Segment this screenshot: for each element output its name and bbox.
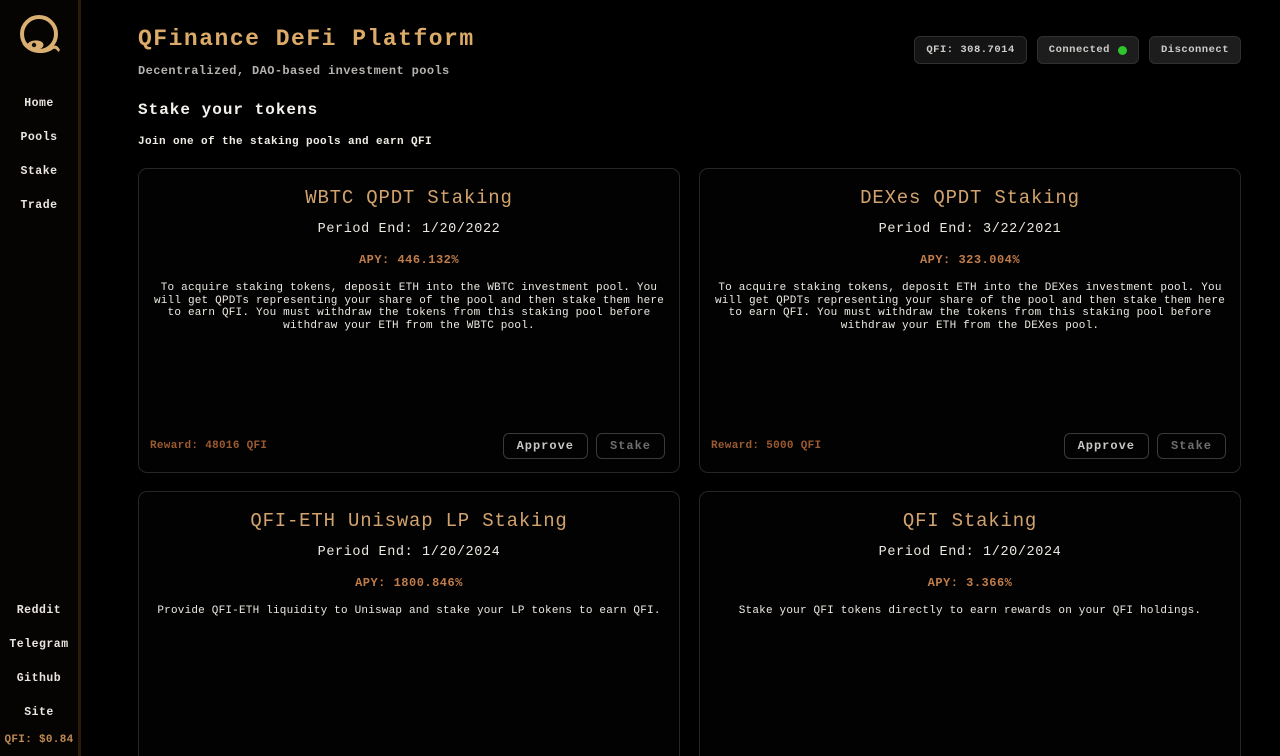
qfi-balance-chip: QFI: 308.7014: [914, 36, 1026, 64]
sidebar-item-stake[interactable]: Stake: [20, 165, 58, 178]
card-filler: [139, 618, 679, 756]
header: [138, 26, 1241, 78]
reward-label: Reward: 5000 QFI: [711, 440, 822, 452]
staking-card-dexes: [699, 168, 1241, 473]
card-title: WBTC QPDT Staking: [305, 187, 513, 209]
card-title: QFI Staking: [902, 510, 1038, 532]
sidebar-link-telegram[interactable]: Telegram: [9, 638, 69, 651]
card-description: To acquire staking tokens, deposit ETH into the DEXes investment pool. You will get QPDTs representing your share of the pool and then stake them here to earn QFI. You must withdraw the tokens from this staking pool before withdraw your ETH from the DEXes pool.: [714, 282, 1226, 332]
staking-card-wbtc: [138, 168, 680, 473]
card-filler: [700, 332, 1240, 423]
stake-button[interactable]: Stake: [1157, 433, 1226, 459]
card-actions: [503, 433, 665, 459]
card-footer: [139, 423, 679, 472]
staking-pools-grid: [138, 168, 1241, 756]
page-subtitle: Join one of the staking pools and earn QFI: [138, 136, 433, 148]
sidebar-item-home[interactable]: Home: [24, 97, 54, 110]
connection-status-chip[interactable]: [1037, 36, 1139, 64]
card-period-end: Period End: 1/20/2024: [878, 545, 1062, 560]
card-filler: [700, 618, 1240, 756]
card-footer: [700, 423, 1240, 472]
card-actions: [1064, 433, 1226, 459]
sidebar: [0, 0, 81, 756]
header-titles: [138, 26, 475, 78]
app-subtitle: Decentralized, DAO-based investment pools: [138, 64, 450, 78]
connection-status-label: Connected: [1048, 44, 1110, 56]
staking-card-qfi: [699, 491, 1241, 756]
card-apy: APY: 323.004%: [919, 253, 1021, 267]
sidebar-item-pools[interactable]: Pools: [20, 131, 58, 144]
staking-card-qfi-eth-lp: [138, 491, 680, 756]
sidebar-link-reddit[interactable]: Reddit: [16, 604, 62, 617]
approve-button[interactable]: Approve: [1064, 433, 1149, 459]
main-content: [84, 0, 1280, 756]
reward-label: Reward: 48016 QFI: [150, 440, 268, 452]
card-period-end: Period End: 1/20/2024: [317, 545, 501, 560]
sidebar-link-github[interactable]: Github: [16, 672, 62, 685]
app-title: QFinance DeFi Platform: [138, 26, 475, 52]
card-apy: APY: 3.366%: [927, 576, 1013, 590]
card-apy: APY: 1800.846%: [355, 576, 463, 590]
card-period-end: Period End: 1/20/2022: [317, 222, 501, 237]
qfinance-logo-icon[interactable]: [14, 11, 64, 67]
card-apy: APY: 446.132%: [358, 253, 460, 267]
disconnect-button[interactable]: Disconnect: [1149, 36, 1241, 64]
approve-button[interactable]: Approve: [503, 433, 588, 459]
wallet-bar: [914, 36, 1241, 64]
card-description: Stake your QFI tokens directly to earn rewards on your QFI holdings.: [738, 605, 1202, 617]
card-description: Provide QFI-ETH liquidity to Uniswap and stake your LP tokens to earn QFI.: [157, 605, 661, 617]
sidebar-link-site[interactable]: Site: [24, 706, 54, 719]
stake-button[interactable]: Stake: [596, 433, 665, 459]
connected-dot-icon: [1118, 46, 1127, 55]
sidebar-nav: [0, 89, 78, 225]
card-title: DEXes QPDT Staking: [860, 187, 1080, 209]
sidebar-item-trade[interactable]: Trade: [20, 199, 58, 212]
card-period-end: Period End: 3/22/2021: [878, 222, 1062, 237]
card-filler: [139, 332, 679, 423]
qfi-price-label: QFI: $0.84: [4, 734, 74, 746]
page-title: Stake your tokens: [138, 101, 319, 119]
card-title: QFI-ETH Uniswap LP Staking: [250, 510, 568, 532]
card-description: To acquire staking tokens, deposit ETH into the WBTC investment pool. You will get QPDTs representing your share of the pool and then stake them here to earn QFI. You must withdraw the tokens from this staking pool before withdraw your ETH from the WBTC pool.: [153, 282, 665, 332]
sidebar-external-links: [0, 596, 78, 732]
